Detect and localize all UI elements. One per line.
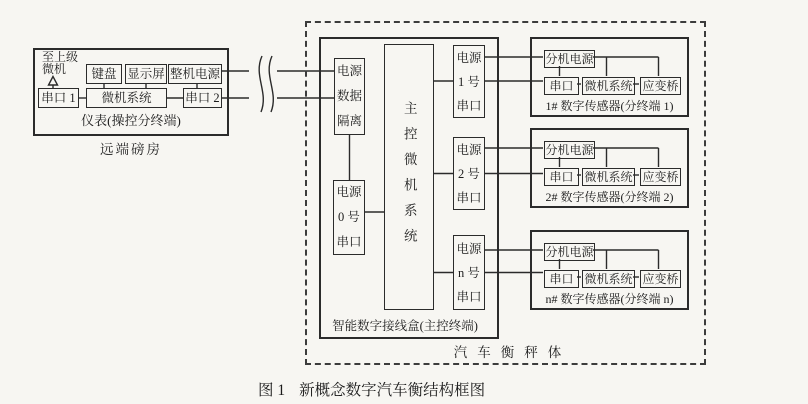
- figure-caption: [258, 378, 485, 400]
- mcu-system-box: 微机系统: [86, 88, 167, 108]
- cable-break-icon: [249, 53, 277, 117]
- sensor-serial-box: 串口: [544, 168, 579, 186]
- sub-power-box: 分机电源: [545, 143, 594, 157]
- keyboard-box: 键盘: [86, 64, 122, 84]
- scale-body-label: 汽车衡秤体: [453, 345, 572, 360]
- figure-number: 图 1: [258, 382, 286, 399]
- main-control-mcu-box: [384, 44, 434, 310]
- serial-port-2-box: 串口 2: [183, 88, 222, 108]
- to-upper-computer-label: 至上级 微机: [42, 50, 79, 76]
- digital-sensor-n-box: [530, 230, 689, 310]
- sensor-mcu-box: 微机系统: [582, 77, 635, 95]
- strain-bridge-box: 应变桥: [640, 77, 681, 95]
- digital-sensor-1-box: [530, 37, 689, 117]
- sub-power-box: 分机电源: [545, 52, 594, 66]
- main-control-mcu-label: 主控微机系统: [401, 100, 417, 254]
- sensor-n-label: n# 数字传感器(分终端 n): [545, 292, 674, 306]
- junction-box-label: 智能数字接线盒(主控终端): [332, 319, 478, 333]
- power-serial-1-box: 电源 1 号 串口: [453, 45, 485, 118]
- power-serial-0-box: 电源 0 号 串口: [333, 180, 365, 255]
- power-serial-2-box: 电源 2 号 串口: [453, 137, 485, 210]
- sensor-mcu-box: 微机系统: [582, 168, 635, 186]
- main-power-box: 整机电源: [168, 64, 222, 84]
- display-box: 显示屏: [125, 64, 167, 84]
- digital-sensor-2-box: [530, 128, 689, 208]
- remote-weighhouse-label: 远端磅房: [100, 142, 162, 157]
- serial-port-1-box: 串口 1: [38, 88, 79, 108]
- figure-title: 新概念数字汽车衡结构框图: [299, 382, 486, 399]
- sensor-1-label: 1# 数字传感器(分终端 1): [545, 99, 674, 113]
- strain-bridge-box: 应变桥: [640, 270, 681, 288]
- instrument-panel-label: 仪表(操控分终端): [81, 113, 181, 128]
- strain-bridge-box: 应变桥: [640, 168, 681, 186]
- sensor-2-label: 2# 数字传感器(分终端 2): [545, 190, 674, 204]
- sensor-mcu-box: 微机系统: [582, 270, 635, 288]
- power-serial-n-box: 电源 n 号 串口: [453, 235, 485, 310]
- sensor-serial-box: 串口: [544, 270, 579, 288]
- sensor-serial-box: 串口: [544, 77, 579, 95]
- power-data-isolation-box: 电源 数据 隔离: [334, 58, 365, 135]
- sub-power-box: 分机电源: [545, 245, 594, 259]
